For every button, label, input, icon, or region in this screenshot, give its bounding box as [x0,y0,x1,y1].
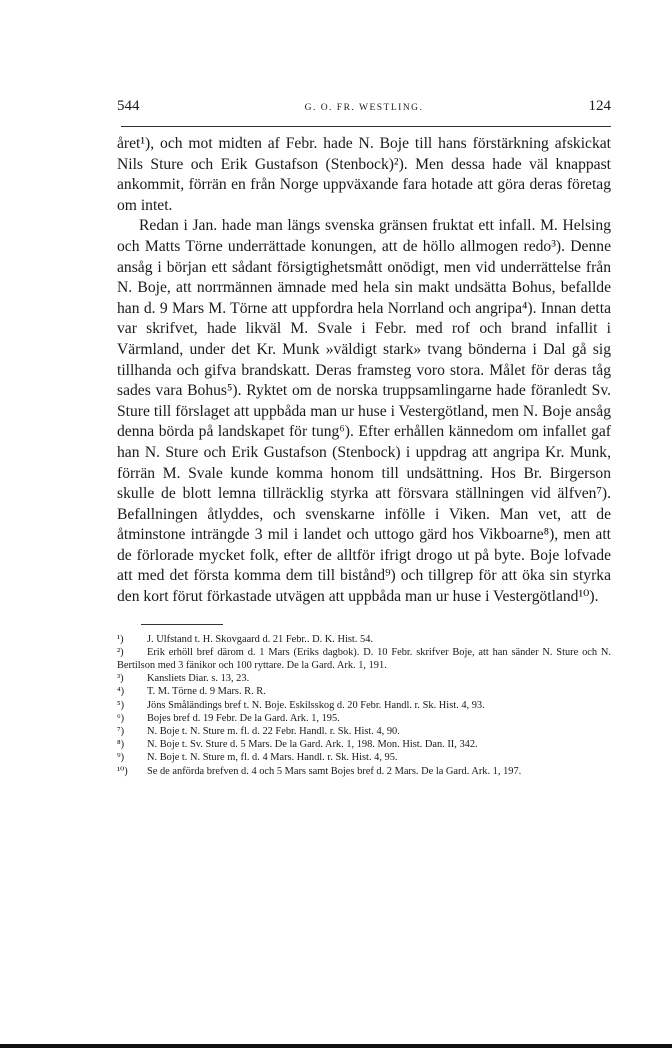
footnote-mark: ⁸) [117,739,125,751]
footnote [117,685,611,698]
scan-edge-bar [0,1044,672,1048]
footnote-text: Kansliets Diar. s. 13, 23. [147,673,250,685]
footnote-text: Bojes bref d. 19 Febr. De la Gard. Ark. 1, 195. [147,712,340,724]
footnote-text: J. Ulfstand t. H. Skovgaard d. 21 Febr.. D. K. Hist. 54. [147,633,373,645]
footnote-mark: ⁶) [117,712,125,724]
footnote [117,725,611,738]
paragraph-1: året¹), och mot midten af Febr. hade N. Boje till hans förstärkning afskickat Nils Sture och Erik Gustafson (Stenbock)²). Men dessa hade väl knappast ankommit, förrän en från Norge uppväxande fara hotade att göra deras företag om intet. [117,135,611,214]
section-number: 124 [588,98,611,114]
main-text [117,134,611,608]
footnote-text: Jöns Småländings bref t. N. Boje. Eskilsskog d. 20 Febr. Handl. r. Sk. Hist. 4, 93. [147,699,485,711]
footnote [117,712,611,725]
page-number: 544 [117,98,140,114]
footnote-text: T. M. Törne d. 9 Mars. R. R. [147,686,266,698]
footnote-mark: ³) [117,673,124,685]
footnote-mark: ¹⁰) [117,765,128,777]
footnote-mark: ⁹) [117,752,125,764]
footnotes [117,633,611,778]
running-header [117,96,611,118]
footnote-mark: ⁴) [117,686,125,698]
running-title: G. O. FR. WESTLING. [304,103,424,113]
footnote-text: N. Boje t. N. Sture m. fl. d. 22 Febr. Handl. r. Sk. Hist. 4, 90. [147,726,400,738]
footnote [117,751,611,764]
footnote-text: Se de anförda brefven d. 4 och 5 Mars samt Bojes bref d. 2 Mars. De la Gard. Ark. 1, 197. [147,765,522,777]
paragraph-2: Redan i Jan. hade man längs svenska gränsen fruktat ett infall. M. Helsing och Matts Törne underrättade konungen, att de höllo allmogen redo³). Denne ansåg i början ett sådant försigtighetsmått onödigt, men vid underrättelse från N. Boje, att norrmännen ämnade med hela sin makt undsätta Bohus, befallde han d. 9 Mars M. Törne att uppfordra hela Norrland och angripa⁴). Innan detta var skrifvet, hade likväl M. Svale i Febr. med rof och brand infallit i Värmland, under det Kr. Munk »väldigt stark» tvang bönderna i Dal gå sig tillhanda och gifva brandskatt. Deras framsteg voro stora. Målet för deras tåg sades vara Bohus⁵). Ryktet om de norska truppsamlingarne hade föranledt Sv. Sture till förslaget att uppbåda man ur huse i Vestergötland, men N. Boje ansåg denna börda på landskapet för tung⁶). Efter erhållen kännedom om infallet gaf han N. Sture och Erik Gustafson (Stenbock) i uppdrag att angripa Kr. Munk, förrän M. Svale kunde komma honom till undsättning. Hos Br. Birgerson skulle de blott lemna tillräcklig styrka att försvara ställningen vid älfven⁷). Befallningen åtlyddes, och svenskarne infölle i Viken. Man vet, att de åtminstone inträngde 3 mil i landet och uttogo gärd hos Vikboarne⁸), men att de förlorade mycket folk, efter de alltför ifrigt drogo ut på byte. Boje lofvade att med det första komma dem till bistånd⁹) och tillgrep för att öka sin styrka den kort förut förkastade utvägen att uppbåda man ur huse i Vestergötland¹⁰). [117,217,611,606]
header-rule [121,126,611,127]
footnote-mark: ²) [117,646,124,658]
footnote-text: N. Boje t. N. Sture m, fl. d. 4 Mars. Handl. r. Sk. Hist. 4, 95. [147,752,398,764]
footnote [117,738,611,751]
footnote-text: Erik erhöll bref därom d. 1 Mars (Eriks dagbok). D. 10 Febr. skrifver Boje, att han sänder N. Sture och N. Bertilson med 3 fänikor och 100 ryttare. De la Gard. Ark. 1, 191. [117,646,611,672]
footnote [117,699,611,712]
footnote [117,672,611,685]
footnote-mark: ⁵) [117,699,125,711]
footnote [117,633,611,646]
footnote-rule [141,624,223,625]
footnote [117,646,611,672]
book-page [117,96,611,778]
footnote-mark: ¹) [117,633,124,645]
footnote-text: N. Boje t. Sv. Sture d. 5 Mars. De la Gard. Ark. 1, 198. Mon. Hist. Dan. II, 342. [147,739,478,751]
footnote-mark: ⁷) [117,726,125,738]
footnote [117,765,611,778]
